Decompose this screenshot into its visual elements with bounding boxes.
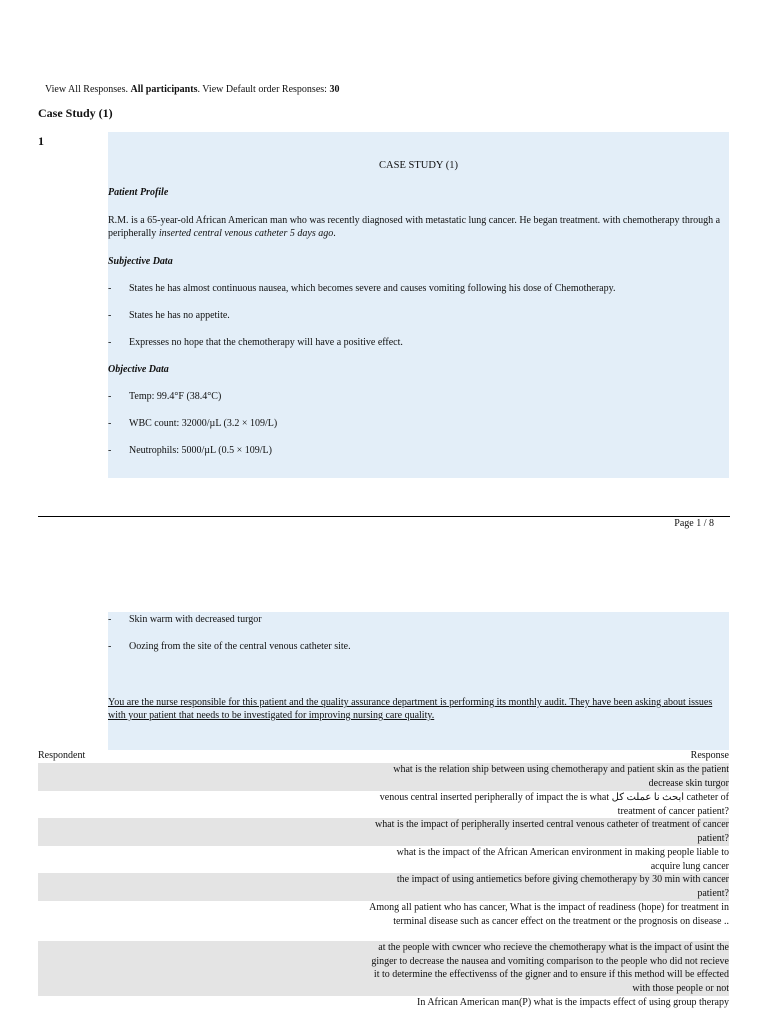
bullet-marker: - (108, 283, 112, 294)
subjective-data-heading: Subjective Data (108, 256, 173, 267)
subjective-item-text: States he has almost continuous nausea, which becomes severe and causes vomiting following his dose of Chemotherapy. (129, 283, 616, 294)
table-row (38, 763, 729, 791)
table-row (38, 996, 729, 1024)
view-all-responses-link[interactable]: View All Responses. (45, 84, 129, 95)
profile-text-italic: inserted central venous catheter 5 days ago (158, 228, 334, 239)
bullet-marker: - (108, 310, 112, 321)
objective-item (108, 445, 729, 458)
response-cell: In African American man(P) what is the impacts effect of using group therapy (417, 997, 729, 1008)
page-number: Page 1 / 8 (674, 518, 714, 529)
patient-profile-heading: Patient Profile (108, 187, 169, 198)
objective-item (108, 614, 729, 627)
objective-data-heading: Objective Data (108, 364, 169, 375)
subjective-item-text: States he has no appetite. (129, 310, 230, 321)
objective-item-text: Oozing from the site of the central venous catheter site. (129, 641, 351, 652)
objective-item-text: WBC count: 32000/µL (3.2 × 109/L) (129, 418, 278, 429)
respondent-column-header: Respondent (38, 750, 86, 761)
response-column-header: Response (690, 750, 729, 761)
subjective-item (108, 310, 729, 323)
objective-item-text: Temp: 99.4°F (38.4°C) (129, 391, 222, 402)
table-row (38, 791, 729, 818)
patient-profile-text (108, 214, 729, 240)
bullet-marker: - (108, 641, 112, 652)
case-study-panel (108, 132, 729, 478)
bullet-marker: - (108, 445, 112, 456)
response-cell: what is the impact of peripherally inserted central venous catheter of treatment of cancer patient? (374, 819, 729, 844)
table-row (38, 873, 729, 901)
subjective-item (108, 337, 729, 350)
response-cell: what is the impact of the African American environment in making people liable to acquire lung cancer (396, 847, 729, 872)
view-default-order-link[interactable]: . View Default order Responses: (197, 84, 327, 95)
profile-text-end: . (333, 228, 336, 239)
table-row (38, 901, 729, 941)
response-count: 30 (329, 84, 340, 95)
subjective-item (108, 283, 729, 296)
bullet-marker: - (108, 391, 112, 402)
profile-text-plain: R.M. is a 65-year-old African American man who was recently diagnosed with metastatic lung cancer. He began treatment. with chemotherapy through a peripherally (108, 215, 721, 239)
table-row (38, 818, 729, 846)
objective-item (108, 418, 729, 431)
page-title: Case Study (1) (38, 106, 113, 120)
response-cell: Among all patient who has cancer, What is the impact of readiness (hope) for treatment in terminal disease such as cancer effect on the treatment or the prognosis on disease .. (369, 902, 729, 927)
objective-item (108, 391, 729, 404)
objective-item-text: Skin warm with decreased turgor (129, 614, 262, 625)
bullet-marker: - (108, 418, 112, 429)
audit-instruction: You are the nurse responsible for this patient and the quality assurance department is performing its monthly audit. They have been asking about issues with your patient that needs to be investigated for improving nursing care quality. (108, 697, 713, 721)
case-study-heading: CASE STUDY (1) (379, 160, 458, 171)
table-header (38, 750, 729, 763)
table-row (38, 846, 729, 873)
objective-item (108, 641, 729, 654)
page-divider (38, 516, 730, 517)
bullet-marker: - (108, 337, 112, 348)
table-row (38, 941, 729, 996)
subjective-item-text: Expresses no hope that the chemotherapy will have a positive effect. (129, 337, 403, 348)
response-cell: what is the relation ship between using chemotherapy and patient skin as the patient decrease skin turgor (393, 764, 729, 789)
question-number: 1 (38, 134, 44, 148)
all-participants-filter[interactable]: All participants (130, 84, 198, 95)
response-cell: the impact of using antiemetics before giving chemotherapy by 30 min with cancer patient? (396, 874, 729, 899)
objective-item-text: Neutrophils: 5000/µL (0.5 × 109/L) (129, 445, 272, 456)
bullet-marker: - (108, 614, 112, 625)
responses-view-bar (45, 84, 339, 95)
case-study-panel-continued (108, 612, 729, 750)
response-cell: venous central inserted peripherally of impact the is what ابحث نا عملت كل catheter of treatment of cancer patient? (379, 792, 729, 817)
response-cell: at the people with cwncer who recieve the chemotherapy what is the impact of usint the ginger to decrease the nausea and vomiting comparison to the people who did not recieve it to determine the effectivenss of the gigner and to ensure if this method will be effected with those people or not (371, 942, 729, 994)
